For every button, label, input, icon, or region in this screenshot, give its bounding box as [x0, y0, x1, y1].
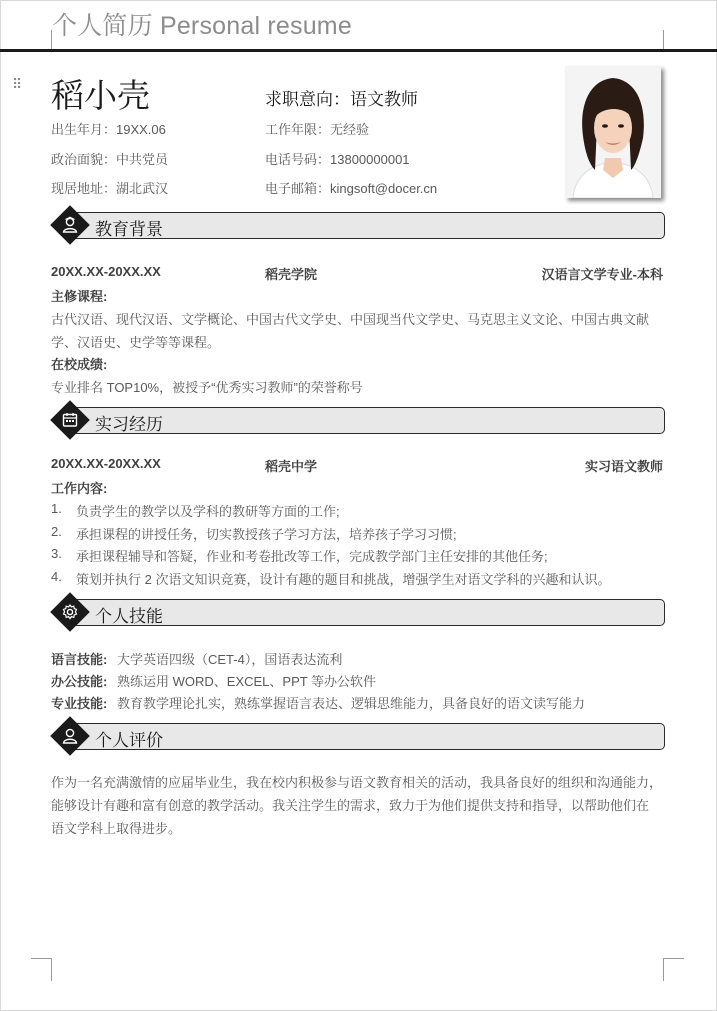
current-address[interactable]: 现居地址：湖北武汉 [51, 181, 169, 196]
document-header[interactable]: 个人简历 Personal resume [52, 12, 352, 40]
margin-corner-bottom-left [31, 958, 52, 981]
margin-corner-bottom-right [663, 958, 684, 981]
list-item[interactable]: 承担课程辅导和答疑，作业和考卷批改等工作，完成教学部门主任安排的其他任务; [76, 549, 548, 564]
courses-label[interactable]: 主修课程: [51, 289, 108, 304]
birth-date[interactable]: 出生年月：19XX.06 [51, 122, 166, 137]
header-rule [0, 49, 717, 52]
education-major[interactable]: 汉语言文学专业-本科 [541, 267, 663, 282]
graduate-icon [60, 215, 80, 235]
list-item-number: 3. [51, 546, 62, 561]
evaluation-section-title[interactable]: 个人评价 [95, 731, 163, 750]
skills-section-title[interactable]: 个人技能 [95, 607, 163, 626]
list-item[interactable]: 策划并执行 2 次语文知识竞赛，设计有趣的题目和挑战，增强学生对语文学科的兴趣和认识。 [76, 572, 611, 587]
margin-corner-top-right [663, 30, 664, 50]
evaluation-line-1[interactable]: 作为一名充满激情的应届毕业生，我在校内积极参与语文教育相关的活动，我具备良好的组织和沟通能力， [51, 775, 663, 790]
list-item-number: 1. [51, 501, 62, 516]
evaluation-line-2[interactable]: 能够设计有趣和富有创意的教学活动。我关注学生的需求，致力于为他们提供支持和指导，以帮助他们在 [51, 798, 650, 813]
education-section-title[interactable]: 教育背景 [95, 220, 163, 239]
political-status[interactable]: 政治面貌：中共党员 [51, 152, 169, 167]
internship-date[interactable]: 20XX.XX-20XX.XX [51, 456, 161, 471]
language-skill-label[interactable]: 语言技能: [51, 652, 108, 667]
work-years[interactable]: 工作年限：无经验 [265, 122, 370, 137]
office-skill-label[interactable]: 办公技能: [51, 674, 108, 689]
work-content-label[interactable]: 工作内容: [51, 481, 108, 496]
skills-section-bar [62, 599, 665, 626]
internship-role[interactable]: 实习语文教师 [584, 459, 663, 474]
internship-org[interactable]: 稻壳中学 [265, 459, 318, 474]
list-item-number: 4. [51, 569, 62, 584]
grades-text[interactable]: 专业排名 TOP10%，被授予“优秀实习教师”的荣誉称号 [51, 380, 363, 395]
internship-section-bar [62, 407, 665, 434]
profile-photo[interactable] [565, 66, 661, 198]
education-date[interactable]: 20XX.XX-20XX.XX [51, 264, 161, 279]
education-section-bar [62, 212, 665, 239]
job-intent[interactable]: 求职意向：语文教师 [265, 90, 418, 109]
list-item[interactable]: 承担课程的讲授任务，切实教授孩子学习方法，培养孩子学习习惯; [76, 527, 457, 542]
grades-label[interactable]: 在校成绩: [51, 357, 108, 372]
evaluation-line-3[interactable]: 语文学科上取得进步。 [51, 821, 182, 836]
calendar-icon [60, 410, 80, 430]
courses-line-1[interactable]: 古代汉语、现代汉语、文学概论、中国古代文学史、中国现当代文学史、马克思主义文论、中国古典文献 [51, 312, 650, 327]
courses-line-2[interactable]: 学、汉语史、史学等等课程。 [51, 335, 221, 350]
evaluation-section-bar [62, 723, 665, 750]
office-skill-text[interactable]: 熟练运用 WORD、EXCEL、PPT 等办公软件 [117, 674, 377, 689]
drag-handle-icon[interactable]: ⠿ [12, 76, 23, 92]
list-item[interactable]: 负责学生的教学以及学科的教研等方面的工作; [76, 504, 340, 519]
phone-number[interactable]: 电话号码：13800000001 [265, 152, 410, 167]
education-school[interactable]: 稻壳学院 [265, 267, 318, 282]
internship-section-title[interactable]: 实习经历 [95, 415, 163, 434]
language-skill-text[interactable]: 大学英语四级（CET-4），国语表达流利 [117, 652, 343, 667]
candidate-name[interactable]: 稻小壳 [51, 77, 150, 114]
email-address[interactable]: 电子邮箱：kingsoft@docer.cn [265, 181, 438, 196]
person-icon [60, 726, 80, 746]
professional-skill-text[interactable]: 教育教学理论扎实，熟练掌握语言表达、逻辑思维能力，具备良好的语文读写能力 [117, 696, 586, 711]
professional-skill-label[interactable]: 专业技能: [51, 696, 108, 711]
portrait-image [565, 66, 661, 198]
gear-icon [60, 602, 80, 622]
list-item-number: 2. [51, 524, 62, 539]
